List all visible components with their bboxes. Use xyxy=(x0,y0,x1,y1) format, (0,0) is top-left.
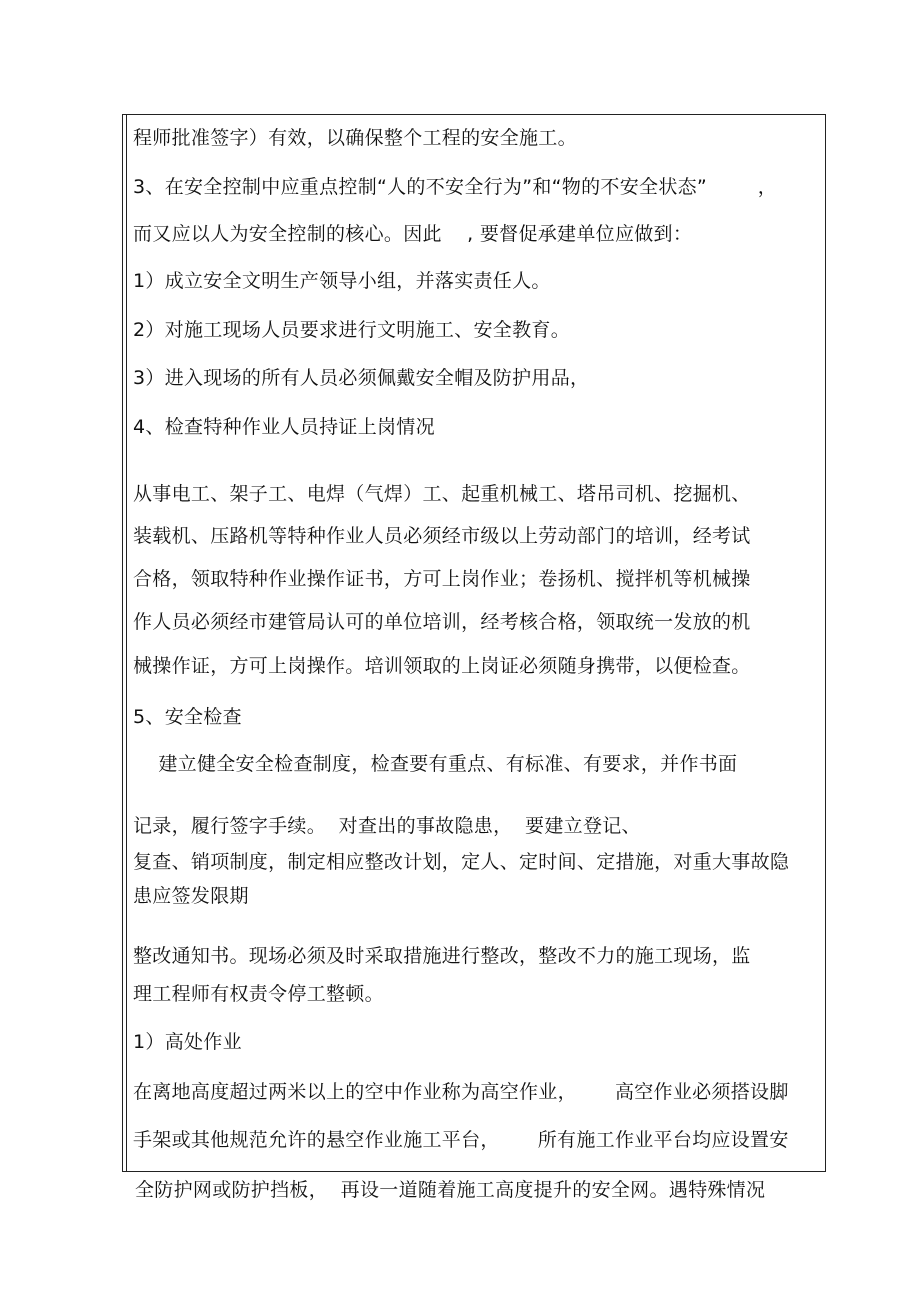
text-line: 全防护网或防护挡板， 再设一道随着施工高度提升的安全网。遇特殊情况 xyxy=(135,1179,766,1201)
text-line: 而又应以人为安全控制的核心。因此 , 要督促承建单位应做到： xyxy=(133,223,693,245)
text-line: 患应签发限期 xyxy=(133,885,249,907)
text-line: 程师批准签字）有效，以确保整个工程的安全施工。 xyxy=(133,127,577,149)
text-line: 记录，履行签字手续。 对查出的事故隐患， 要建立登记、 xyxy=(133,815,641,837)
text-line: 整改通知书。现场必须及时采取措施进行整改，整改不力的施工现场，监 xyxy=(133,945,751,967)
text-line: 在离地高度超过两米以上的空中作业称为高空作业， 高空作业必须搭设脚 xyxy=(133,1081,789,1103)
text-line: 合格，领取特种作业操作证书，方可上岗作业；卷扬机、搅拌机等机械操 xyxy=(133,568,751,590)
text-line: 从事电工、架子工、电焊（气焊）工、起重机械工、塔吊司机、挖掘机、 xyxy=(133,483,751,505)
text-line: 2）对施工现场人员要求进行文明施工、安全教育。 xyxy=(133,319,570,341)
table-inner-border xyxy=(126,114,127,1172)
text-line: 复查、销项制度，制定相应整改计划，定人、定时间、定措施，对重大事故隐 xyxy=(133,851,790,873)
text-line: 作人员必须经市建管局认可的单位培训，经考核合格，领取统一发放的机 xyxy=(133,611,751,633)
text-line: 建立健全安全检查制度，检查要有重点、有标准、有要求，并作书面 xyxy=(133,753,738,775)
text-line: 理工程师有权责令停工整顿。 xyxy=(133,983,384,1005)
text-line: 4、检查特种作业人员持证上岗情况 xyxy=(133,416,435,438)
text-line: 装载机、压路机等特种作业人员必须经市级以上劳动部门的培训，经考试 xyxy=(133,525,751,547)
text-line: 械操作证，方可上岗操作。培训领取的上岗证必须随身携带，以便检查。 xyxy=(133,655,751,677)
text-line: 1）成立安全文明生产领导小组，并落实责任人。 xyxy=(133,270,551,292)
text-line: 5、安全检查 xyxy=(133,706,242,728)
text-line: 手架或其他规范允许的悬空作业施工平台， 所有施工作业平台均应设置安 xyxy=(133,1129,789,1151)
text-line: 3）进入现场的所有人员必须佩戴安全帽及防护用品， xyxy=(133,367,590,389)
text-line: 1）高处作业 xyxy=(133,1031,242,1053)
text-line: 3、在安全控制中应重点控制“人的不安全行为”和“物的不安全状态” ， xyxy=(133,176,778,198)
